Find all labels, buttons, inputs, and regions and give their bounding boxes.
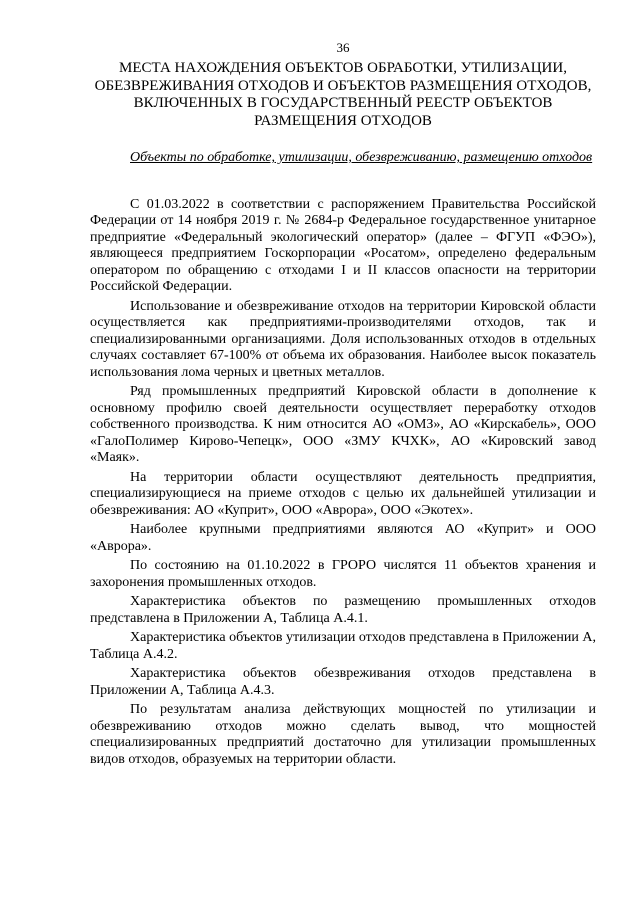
paragraph: Характеристика объектов по размещению промышленных отходов представлена в Приложении А, Таблица А.4.1.: [90, 594, 596, 626]
paragraph: Ряд промышленных предприятий Кировской области в дополнение к основному профилю своей деятельности осуществляет переработку отходов собственного производства. К ним относится АО «ОМЗ», АО «Кирскабель», ООО «ГалоПолимер Кирово-Чепецк», ООО «ЗМУ КЧХК», АО «Кировский завод «Маяк».: [90, 384, 596, 465]
paragraph: Характеристика объектов утилизации отходов представлена в Приложении А, Таблица А.4.2.: [90, 630, 596, 662]
section-subtitle: Объекты по обработке, утилизации, обезвреживанию, размещению отходов: [130, 150, 593, 165]
paragraph: По результатам анализа действующих мощностей по утилизации и обезвреживанию отходов можно сделать вывод, что мощностей специализированных предприятий достаточно для утилизации промышленных видов отходов, образуемых на территории области.: [90, 702, 596, 767]
paragraph: По состоянию на 01.10.2022 в ГРОРО числятся 11 объектов хранения и захоронения промышленных отходов.: [90, 558, 596, 590]
section-title: МЕСТА НАХОЖДЕНИЯ ОБЪЕКТОВ ОБРАБОТКИ, УТИЛИЗАЦИИ, ОБЕЗВРЕЖИВАНИЯ ОТХОДОВ И ОБЪЕКТОВ РАЗМЕЩЕНИЯ ОТХОДОВ, ВКЛЮЧЕННЫХ В ГОСУДАРСТВЕННЫЙ РЕЕСТР ОБЪЕКТОВ РАЗМЕЩЕНИЯ ОТХОДОВ: [94, 60, 592, 129]
paragraph: Использование и обезвреживание отходов на территории Кировской области осуществляется как предприятиями-производителями отходов, так и специализированными организациями. Доля использованных отходов в отдельных случаях составляет 67-100% от объема их образования. Наиболее высок показатель использования лома черных и цветных металлов.: [90, 298, 596, 380]
paragraph: Характеристика объектов обезвреживания отходов представлена в Приложении А, Таблица А.4.3.: [90, 666, 596, 698]
document-body: [90, 197, 596, 769]
paragraph: Наиболее крупными предприятиями являются АО «Куприт» и ООО «Аврора».: [90, 522, 596, 554]
page-number: 36: [336, 40, 350, 55]
paragraph: С 01.03.2022 в соответствии с распоряжением Правительства Российской Федерации от 14 ноября 2019 г. № 2684-р Федеральное государственное унитарное предприятие «Федеральный экологический оператор» (далее – ФГУП «ФЭО»), являющееся предприятием Госкорпорации «Росатом», определено федеральным оператором по обращению с отходами I и II классов опасности на территории Российской Федерации.: [90, 196, 596, 294]
document-page: [90, 40, 596, 771]
paragraph: На территории области осуществляют деятельность предприятия, специализирующиеся на приеме отходов с целью их дальнейшей утилизации и обезвреживания: АО «Куприт», ООО «Аврора», ООО «Экотех».: [90, 469, 596, 518]
